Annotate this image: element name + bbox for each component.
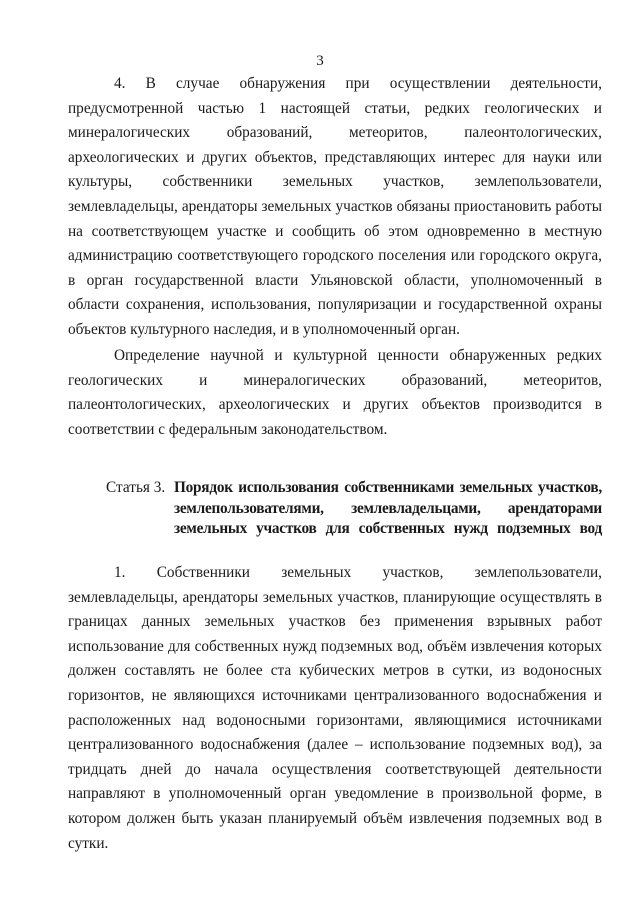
paragraph-item-4: 4. В случае обнаружения при осуществлении деятельности, предусмотренной частью 1 настоящей статьи, редких геологических и минералогических образований, метеоритов, палеонтологических, археологических и других объектов, представляющих интерес для науки или культуры, собственники земельных участков, землепользователи, землевладельцы, арендаторы земельных участков обязаны приостановить работы на соответствующем участке и сообщить об этом одновременно в местную администрацию соответствующего городского поселения или городского округа, в орган государственной власти Ульяновской области, уполномоченный в области сохранения, использования, популяризации и государственной охраны объектов культурного наследия, и в уполномоченный орган.	[68, 75, 602, 338]
article-heading	[106, 478, 602, 540]
article-title: Порядок использования собственниками земельных участков, землепользователями, землевладельцами, арендаторами земельных участков для собственных нужд подземных вод	[174, 479, 602, 537]
article-label: Статья 3.	[106, 479, 166, 496]
paragraph-article-3-item-1: 1. Собственники земельных участков, землепользователи, землевладельцы, арендаторы земельных участков, планирующие осуществлять в границах данных земельных участков без применения взрывных работ использование для собственных нужд подземных вод, объём извлечения которых должен составлять не более ста кубических метров в сутки, из водоносных горизонтов, не являющихся источниками централизованного водоснабжения и расположенных над водоносными горизонтами, являющимися источниками централизованного водоснабжения (далее – использование подземных вод), за тридцать дней до начала осуществления соответствующей деятельности направляют в уполномоченный орган уведомление в произвольной форме, в котором должен быть указан планируемый объём извлечения подземных вод в сутки.	[68, 564, 602, 852]
paragraph-block	[68, 344, 602, 442]
paragraph-block	[68, 561, 602, 856]
page-number: 3	[316, 53, 324, 69]
paragraph-value-determination: Определение научной и культурной ценности обнаруженных редких геологических и минералогических образований, метеоритов, палеонтологических, археологических и других объектов производится в соответствии с федеральным законодательством.	[68, 347, 602, 438]
paragraph-block	[68, 72, 602, 343]
